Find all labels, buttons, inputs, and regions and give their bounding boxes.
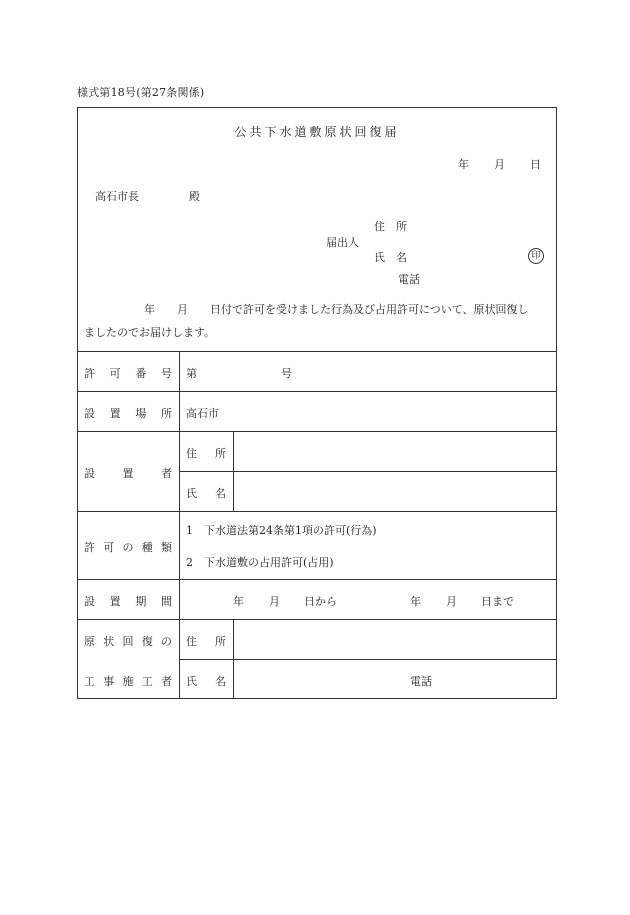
- date-day: 日: [530, 158, 541, 171]
- form-frame: [77, 107, 557, 699]
- permit-type-label: 許 可 の 種 類: [84, 541, 172, 554]
- statement-line1: 年 月 日付で許可を受けました行為及び占用許可について、原状回復し: [144, 303, 529, 316]
- row-divider: [78, 619, 556, 620]
- form-number: 様式第18号(第27条関係): [77, 86, 205, 99]
- row-divider: [179, 659, 556, 660]
- honorific: 殿: [189, 190, 200, 203]
- period-label: 設 置 期 間: [84, 595, 172, 608]
- seal-mark: 印: [528, 248, 544, 264]
- restorer-label-line1: 原 状 回 復 の: [84, 635, 172, 648]
- restorer-phone-label: 電話: [410, 675, 432, 688]
- period-from-year: 年: [233, 595, 244, 608]
- restorer-address-label: 住 所: [186, 635, 226, 648]
- installer-label: 設 置 者: [84, 467, 172, 480]
- period-from-day: 日から: [304, 595, 337, 608]
- permit-type-option-1: 1 下水道法第24条第1項の許可(行為): [186, 524, 377, 537]
- statement-line2: ましたのでお届けします。: [84, 326, 216, 339]
- recipient: 高石市長: [95, 190, 139, 203]
- permit-number-prefix: 第: [186, 367, 197, 380]
- address-label: 住 所: [374, 220, 407, 233]
- label-column-divider: [179, 351, 180, 699]
- period-to-month: 月: [446, 595, 457, 608]
- period-to-day: 日まで: [481, 595, 514, 608]
- sublabel-divider: [233, 431, 234, 511]
- sublabel-divider: [233, 619, 234, 699]
- row-divider: [78, 431, 556, 432]
- period-from-month: 月: [269, 595, 280, 608]
- permit-number-suffix: 号: [281, 367, 292, 380]
- location-label: 設 置 場 所: [84, 407, 172, 420]
- installer-address-label: 住 所: [186, 447, 226, 460]
- date-year: 年: [458, 158, 469, 171]
- restorer-label-line2: 工 事 施 工 者: [84, 675, 172, 688]
- row-divider: [179, 471, 556, 472]
- permit-type-option-2: 2 下水道敷の占用許可(占用): [186, 556, 334, 569]
- form-title: 公共下水道敷原状回復届: [234, 125, 400, 139]
- row-divider: [78, 579, 556, 580]
- restorer-name-label: 氏 名: [186, 675, 226, 688]
- permit-number-label: 許 可 番 号: [84, 367, 172, 380]
- applicant-label: 届出人: [326, 236, 359, 249]
- row-divider: [78, 511, 556, 512]
- table-top-border: [78, 351, 556, 352]
- phone-label: 電話: [398, 273, 420, 286]
- location-value: 高石市: [186, 407, 219, 420]
- period-to-year: 年: [410, 595, 421, 608]
- row-divider: [78, 391, 556, 392]
- name-label: 氏 名: [374, 251, 407, 264]
- installer-name-label: 氏 名: [186, 487, 226, 500]
- date-month: 月: [494, 158, 505, 171]
